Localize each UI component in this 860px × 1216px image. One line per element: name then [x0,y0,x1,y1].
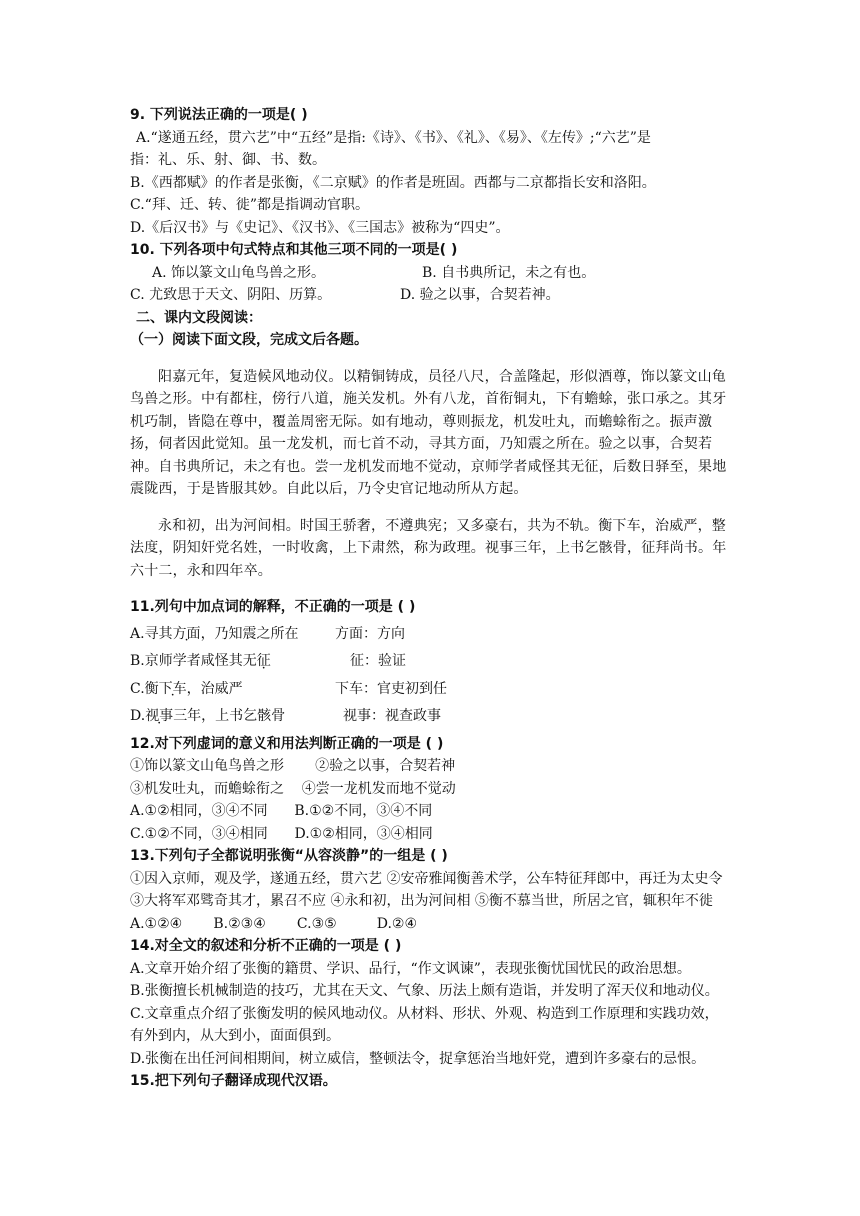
question-11-stem: 11.列句中加点词的解释，不正确的一项是 ( ) [130,599,416,615]
question-10-option-c: C. 尤致思于天文、阴阳、历算。 [130,287,332,303]
question-11-option-d: D.视事三年，上书乞骸骨 视事：视查政事 [130,705,730,728]
question-10-option-d: D. 验之以事，合契若神。 [400,287,560,303]
dotted-word: 视事 [145,708,174,724]
question-10-stem: 10. 下列各项中句式特点和其他三项不同的一项是( ) [130,242,458,258]
question-10-option-b: B. 自书典所记，未之有也。 [422,264,596,281]
gloss: 视事：视查政事 [343,708,441,724]
question-9-option-b: B.《西都赋》的作者是张衡，《二京赋》的作者是班固。西都与二京都指长安和洛阳。 [130,174,656,191]
question-14-option-a: A.文章开始介绍了张衡的籍贯、学识、品行，“作文讽谏”，表现张衡忧国忧民的政治思想。 [130,960,691,977]
question-9-stem: 9. 下列说法正确的一项是( ) [130,107,308,123]
passage-paragraph-2: 永和初，出为河间相。时国王骄奢，不遵典宪；又多豪右，共为不轨。衡下车，治威严，整法度，阴知奸党名姓，一时收禽，上下肃然，称为政理。视事三年，上书乞骸骨，征拜尚书。年六十二，永和四年卒。 [130,517,727,579]
question-10-option-a: A. 饰以篆文山龟鸟兽之形。 [152,264,326,281]
question-14-option-b: B.张衡擅长机械制造的技巧，尤其在天文、气象、历法上颇有造诣，并发明了浑天仪和地动仪。 [130,983,719,999]
question-9-option-a: A.“遂通五经，贯六艺”中“五经”是指:《诗》、《书》、《礼》、《易》、《左传》;“六艺”是 [136,129,651,146]
dotted-word: 下车 [158,680,187,697]
question-11-option-b: B.京师学者咸怪其无征 征：验证 [130,650,730,673]
passage-paragraph-1: 阳嘉元年，复造候风地动仪。以精铜铸成，员径八尺，合盖隆起，形似酒尊，饰以篆文山龟鸟兽之形。中有都柱，傍行八道，施关发机。外有八龙，首衔铜丸，下有蟾蜍，张口承之。其牙机巧制，皆隐在尊中，覆盖周密无际。如有地动，尊则振龙，机发吐丸，而蟾蜍衔之。振声激扬，伺者因此觉知。虽一龙发机，而七首不动，寻其方面，乃知震之所在。验之以事，合契若神。自书典所记，未之有也。尝一龙机发而地不觉动，京师学者咸怪其无征，后数日驿至，果地震陇西，于是皆服其妙。自此以后，乃令史官记地动所从方起。 [130,368,727,497]
question-11-option-a: A.寻其方面，乃知震之所在 方面：方向 [130,623,730,646]
question-12-options-2: C.①②不同，③④相同 D.①②相同，③④相同 [130,825,433,842]
question-13-stem: 13.下列句子全都说明张衡“从容淡静”的一组是 ( ) [130,848,448,864]
gloss: 下车：官吏初到任 [335,680,447,697]
dotted-word: 征 [256,653,271,669]
question-14-option-c: C.文章重点介绍了张衡发明的候风地动仪。从材料、形状、外观、构造到工作原理和实践功效，有外到内，从大到小，面面俱到。 [130,1005,719,1044]
question-9-option-c: C.“拜、迁、转、徙”都是指调动官职。 [130,197,369,213]
question-12-line-1: ①饰以篆文山龟鸟兽之形 ②验之以事，合契若神 [130,758,456,774]
question-10-options-row2 [130,284,730,307]
question-11-options [130,623,730,728]
question-11-option-c: C.衡下车，治威严 下车：官吏初到任 [130,678,730,701]
question-9-option-a-cont: 指：礼、乐、射、御、书、数。 [130,152,326,168]
section-heading: 二、课内文段阅读： [136,309,262,326]
question-14-option-d: D.张衡在出任河间相期间，树立威信，整顿法令，捉拿惩治当地奸党，遭到许多豪右的忌恨。 [130,1050,706,1067]
dotted-word: 方面 [172,625,201,642]
document-page [130,104,730,1093]
subsection-heading: （一）阅读下面文段，完成文后各题。 [130,332,368,348]
question-12-stem: 12.对下列虚词的意义和用法判断正确的一项是 ( ) [130,735,444,752]
question-13-body: ①因入京师，观及学，遂通五经，贯六艺 ②安帝雅闻衡善术学，公车特征拜郎中，再迁为太史令 ③大将军邓骘奇其才，累召不应 ④永和初，出为河间相 ⑤衡不慕当世，所居之官，辄积年不徙 [130,870,723,909]
gloss: 方面：方向 [335,625,405,642]
question-12-options-1: A.①②相同，③④不同 B.①②不同，③④不同 [130,803,433,819]
question-9-option-d: D.《后汉书》与《史记》、《汉书》、《三国志》被称为“四史”。 [130,219,510,236]
question-14-stem: 14.对全文的叙述和分析不正确的一项是 ( ) [130,938,402,954]
question-10-options-row1 [130,262,730,285]
gloss: 征：验证 [350,653,406,669]
question-13-options: A.①②④ B.②③④ C.③⑤ D.②④ [130,915,417,932]
question-12-line-2: ③机发吐丸，而蟾蜍衔之 ④尝一龙机发而地不觉动 [130,780,456,797]
question-15-stem: 15.把下列句子翻译成现代汉语。 [130,1073,337,1089]
